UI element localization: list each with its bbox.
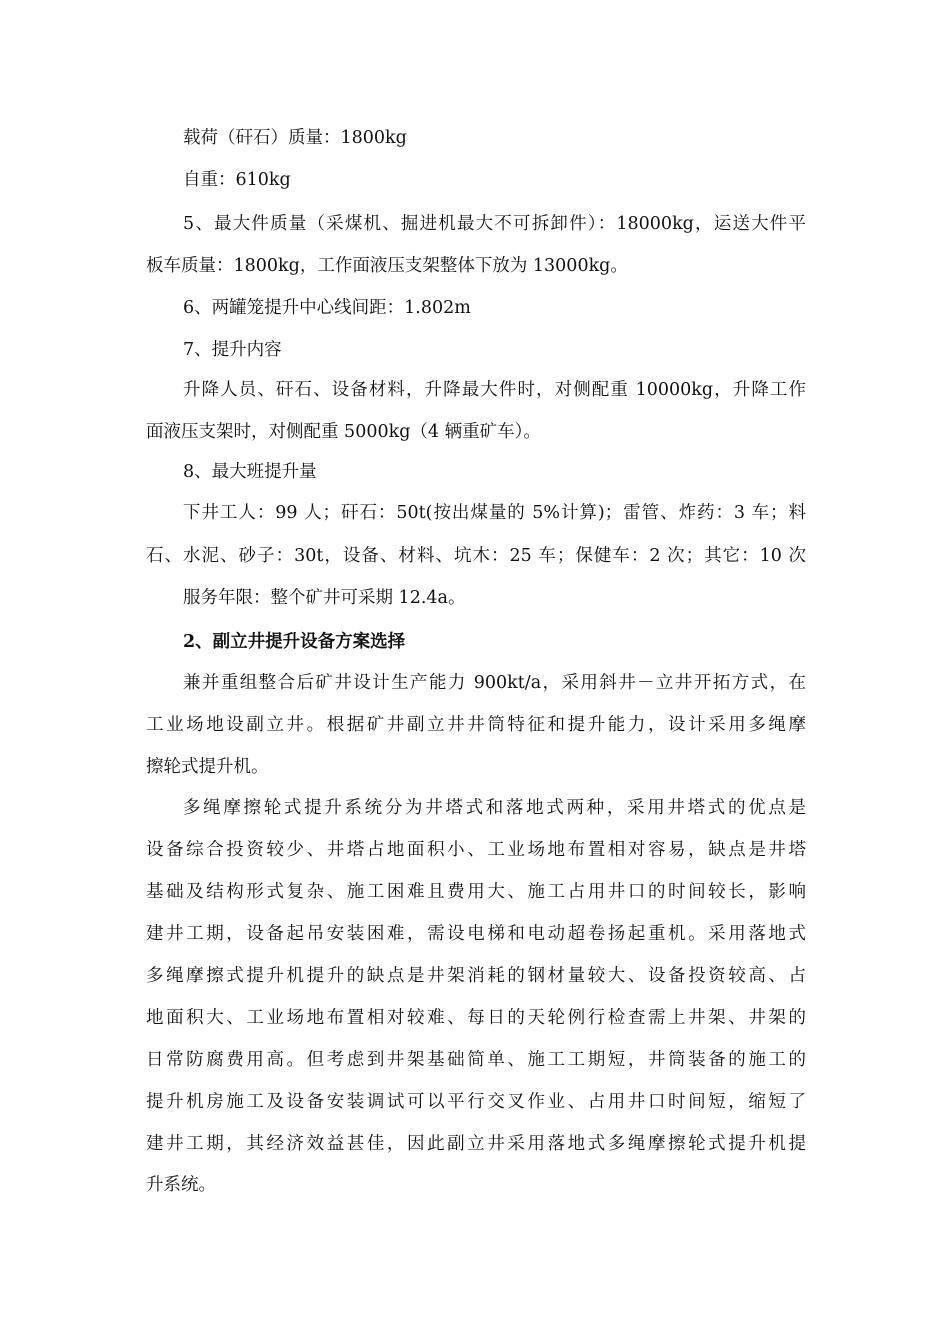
paragraph-2-line-7: 日常防腐费用高。但考虑到井架基础简单、施工工期短，井筒装备的施工的	[146, 1050, 806, 1070]
text-line-load-mass: 载荷（矸石）质量：1800kg	[183, 128, 407, 148]
text-line-max-part-mass: 5、最大件质量（采煤机、掘进机最大不可拆卸件）：18000kg，运送大件平	[183, 214, 806, 234]
paragraph-2-line-5: 多绳摩擦式提升机提升的缺点是井架消耗的钢材量较大、设备投资较高、占	[146, 966, 806, 986]
text-line-service-life: 服务年限：整个矿井可采期 12.4a。	[183, 588, 466, 608]
paragraph-1-line-1: 兼并重组整合后矿井设计生产能力 900kt/a，采用斜井－立井开拓方式，在	[183, 673, 806, 693]
text-line-max-shift-heading: 8、最大班提升量	[183, 462, 317, 482]
paragraph-2-line-6: 地面积大、工业场地布置相对较难、每日的天轮例行检查需上井架、井架的	[146, 1008, 806, 1028]
text-line-hoist-content: 升降人员、矸石、设备材料，升降最大件时，对侧配重 10000kg，升降工作	[183, 380, 806, 400]
paragraph-1-line-2: 工业场地设副立井。根据矿井副立井井筒特征和提升能力，设计采用多绳摩	[146, 715, 806, 735]
paragraph-2-line-8: 提升机房施工及设备安装调试可以平行交叉作业、占用井口时间短，缩短了	[146, 1092, 806, 1112]
text-line-max-shift-cont: 石、水泥、砂子：30t，设备、材料、坑木：25 车；保健车：2 次；其它：10 次	[146, 546, 806, 566]
paragraph-2-line-1: 多绳摩擦轮式提升系统分为井塔式和落地式两种，采用井塔式的优点是	[183, 798, 806, 818]
paragraph-1-line-3: 擦轮式提升机。	[146, 757, 269, 777]
paragraph-2-line-2: 设备综合投资较少、井塔占地面积小、工业场地布置相对容易，缺点是井塔	[146, 840, 806, 860]
text-line-max-shift: 下井工人：99 人；矸石：50t(按出煤量的 5%计算)；雷管、炸药：3 车；料	[183, 503, 806, 523]
paragraph-2-line-9: 建井工期，其经济效益甚佳，因此副立井采用落地式多绳摩擦轮式提升机提	[146, 1134, 806, 1154]
text-line-cage-distance: 6、两罐笼提升中心线间距：1.802m	[183, 298, 471, 318]
section-heading: 2、副立井提升设备方案选择	[183, 632, 406, 652]
text-line-self-weight: 自重：610kg	[183, 170, 291, 190]
paragraph-2-line-3: 基础及结构形式复杂、施工困难且费用大、施工占用井口的时间较长，影响	[146, 882, 806, 902]
text-line-max-part-mass-cont: 板车质量：1800kg，工作面液压支架整体下放为 13000kg。	[146, 256, 628, 276]
text-line-hoist-content-heading: 7、提升内容	[183, 340, 282, 360]
text-line-hoist-content-cont: 面液压支架时，对侧配重 5000kg（4 辆重矿车）。	[146, 422, 541, 442]
paragraph-2-line-4: 建井工期，设备起吊安装困难，需设电梯和电动超卷扬起重机。采用落地式	[146, 924, 806, 944]
paragraph-2-line-10: 升系统。	[146, 1175, 216, 1195]
